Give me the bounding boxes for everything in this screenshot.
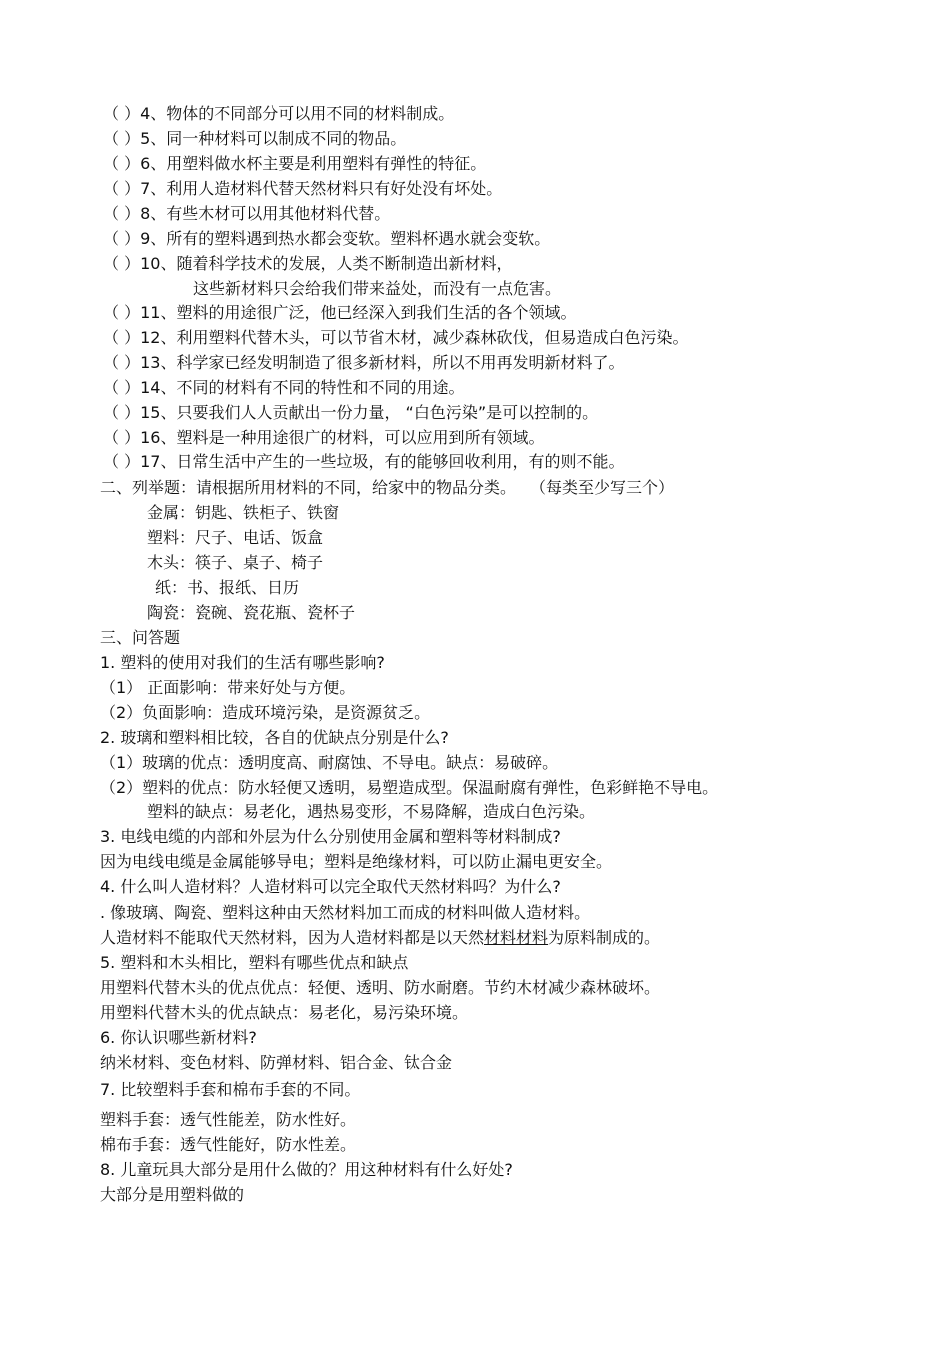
question-text: 13、科学家已经发明制造了很多新材料，所以不用再发明新材料了。 [140, 353, 625, 372]
judgement-item [103, 104, 454, 124]
answer-paren: （ ） [103, 328, 141, 347]
answer-paren: （ ） [103, 403, 141, 422]
question-text: 10、随着科学技术的发展，人类不断制造出新材料， [140, 254, 513, 273]
judgement-item [103, 229, 550, 249]
section-2-note: （每类至少写三个） [538, 478, 675, 497]
question-text: 5、同一种材料可以制成不同的物品。 [140, 129, 407, 148]
answer-line: 因为电线电缆是金属能够导电；塑料是绝缘材料，可以防止漏电更安全。 [100, 852, 613, 871]
answer-line: （1）玻璃的优点：透明度高、耐腐蚀、不导电。缺点：易破碎。 [100, 753, 559, 772]
question-line: 7. 比较塑料手套和棉布手套的不同。 [100, 1080, 361, 1099]
question-line: 2. 玻璃和塑料相比较，各自的优缺点分别是什么? [100, 728, 449, 747]
question-text: 8、有些木材可以用其他材料代替。 [140, 204, 391, 223]
judgement-item [103, 254, 512, 274]
category-item: 陶瓷：瓷碗、瓷花瓶、瓷杯子 [147, 603, 356, 622]
answer-paren: （ ） [103, 129, 141, 148]
question-text: 11、塑料的用途很广泛，他已经深入到我们生活的各个领域。 [140, 303, 577, 322]
answer-line: （1） 正面影响：带来好处与方便。 [100, 678, 356, 697]
question-line: 4. 什么叫人造材料？人造材料可以完全取代天然材料吗？为什么? [100, 877, 561, 896]
question-line: 8. 儿童玩具大部分是用什么做的？用这种材料有什么好处? [100, 1160, 513, 1179]
judgement-item [103, 204, 390, 224]
question-text: 4、物体的不同部分可以用不同的材料制成。 [140, 104, 455, 123]
question-text: 17、日常生活中产生的一些垃圾，有的能够回收利用，有的则不能。 [140, 452, 625, 471]
section-2-title: 二、列举题：请根据所用材料的不同，给家中的物品分类。 [100, 478, 517, 497]
answer-text: 人造材料不能取代天然材料，因为人造材料都是以天然 [100, 928, 485, 947]
question-line: 3. 电线电缆的内部和外层为什么分别使用金属和塑料等材料制成? [100, 827, 561, 846]
question-text: 12、利用塑料代替木头，可以节省木材，减少森林砍伐，但易造成白色污染。 [140, 328, 689, 347]
question-text: 15、只要我们人人贡献出一份力量， “白色污染”是可以控制的。 [140, 403, 599, 422]
answer-line: 用塑料代替木头的优点缺点：易老化，易污染环境。 [100, 1003, 469, 1022]
question-line: 6. 你认识哪些新材料? [100, 1028, 257, 1047]
judgement-item-continuation [193, 279, 561, 299]
judgement-item [103, 179, 502, 199]
judgement-item [103, 403, 598, 423]
question-text: 14、不同的材料有不同的特性和不同的用途。 [140, 378, 465, 397]
answer-paren: （ ） [103, 378, 141, 397]
answer-paren: （ ） [103, 179, 141, 198]
question-text: 这些新材料只会给我们带来益处，而没有一点危害。 [193, 279, 562, 298]
answer-line: 棉布手套：透气性能好，防水性差。 [100, 1135, 357, 1154]
answer-line: 塑料手套：透气性能差，防水性好。 [100, 1110, 357, 1129]
category-item: 纸：书、报纸、日历 [155, 578, 300, 597]
judgement-item [103, 428, 544, 448]
answer-paren: （ ） [103, 303, 141, 322]
question-line: 5. 塑料和木头相比，塑料有哪些优点和缺点 [100, 953, 409, 972]
answer-text: 为原料制成的。 [548, 928, 661, 947]
question-text: 16、塑料是一种用途很广的材料，可以应用到所有领域。 [140, 428, 545, 447]
answer-line: . 像玻璃、陶瓷、塑料这种由天然材料加工而成的材料叫做人造材料。 [100, 903, 591, 922]
answer-paren: （ ） [103, 254, 141, 273]
underlined-text: 材料材料 [484, 928, 549, 947]
category-item: 塑料：尺子、电话、饭盒 [147, 528, 324, 547]
answer-paren: （ ） [103, 154, 141, 173]
judgement-item [103, 129, 406, 149]
answer-paren: （ ） [103, 428, 141, 447]
category-item: 金属：钥匙、铁柜子、铁窗 [147, 503, 340, 522]
question-text: 9、所有的塑料遇到热水都会变软。塑料杯遇水就会变软。 [140, 229, 551, 248]
answer-paren: （ ） [103, 204, 141, 223]
question-text: 6、用塑料做水杯主要是利用塑料有弹性的特征。 [140, 154, 487, 173]
question-line: 1. 塑料的使用对我们的生活有哪些影响? [100, 653, 385, 672]
answer-line: 塑料的缺点：易老化，遇热易变形，不易降解，造成白色污染。 [147, 802, 596, 821]
answer-paren: （ ） [103, 452, 141, 471]
answer-line: 纳米材料、变色材料、防弹材料、铝合金、钛合金 [100, 1053, 453, 1072]
answer-paren: （ ） [103, 353, 141, 372]
category-item: 木头：筷子、桌子、椅子 [147, 553, 324, 572]
judgement-item [103, 154, 486, 174]
judgement-item [103, 353, 624, 373]
answer-line [100, 928, 660, 948]
judgement-item [103, 452, 624, 472]
judgement-item [103, 303, 576, 323]
answer-paren: （ ） [103, 229, 141, 248]
answer-line: 大部分是用塑料做的 [100, 1185, 245, 1204]
answer-line: 用塑料代替木头的优点优点：轻便、透明、防水耐磨。节约木材减少森林破坏。 [100, 978, 661, 997]
section-2-heading [100, 478, 674, 498]
answer-line: （2）负面影响：造成环境污染，是资源贫乏。 [100, 703, 431, 722]
answer-line: （2）塑料的优点：防水轻便又透明，易塑造成型。保温耐腐有弹性，色彩鲜艳不导电。 [100, 778, 719, 797]
judgement-item [103, 328, 688, 348]
judgement-item [103, 378, 464, 398]
question-text: 7、利用人造材料代替天然材料只有好处没有坏处。 [140, 179, 503, 198]
section-3-heading: 三、问答题 [100, 628, 181, 647]
answer-paren: （ ） [103, 104, 141, 123]
